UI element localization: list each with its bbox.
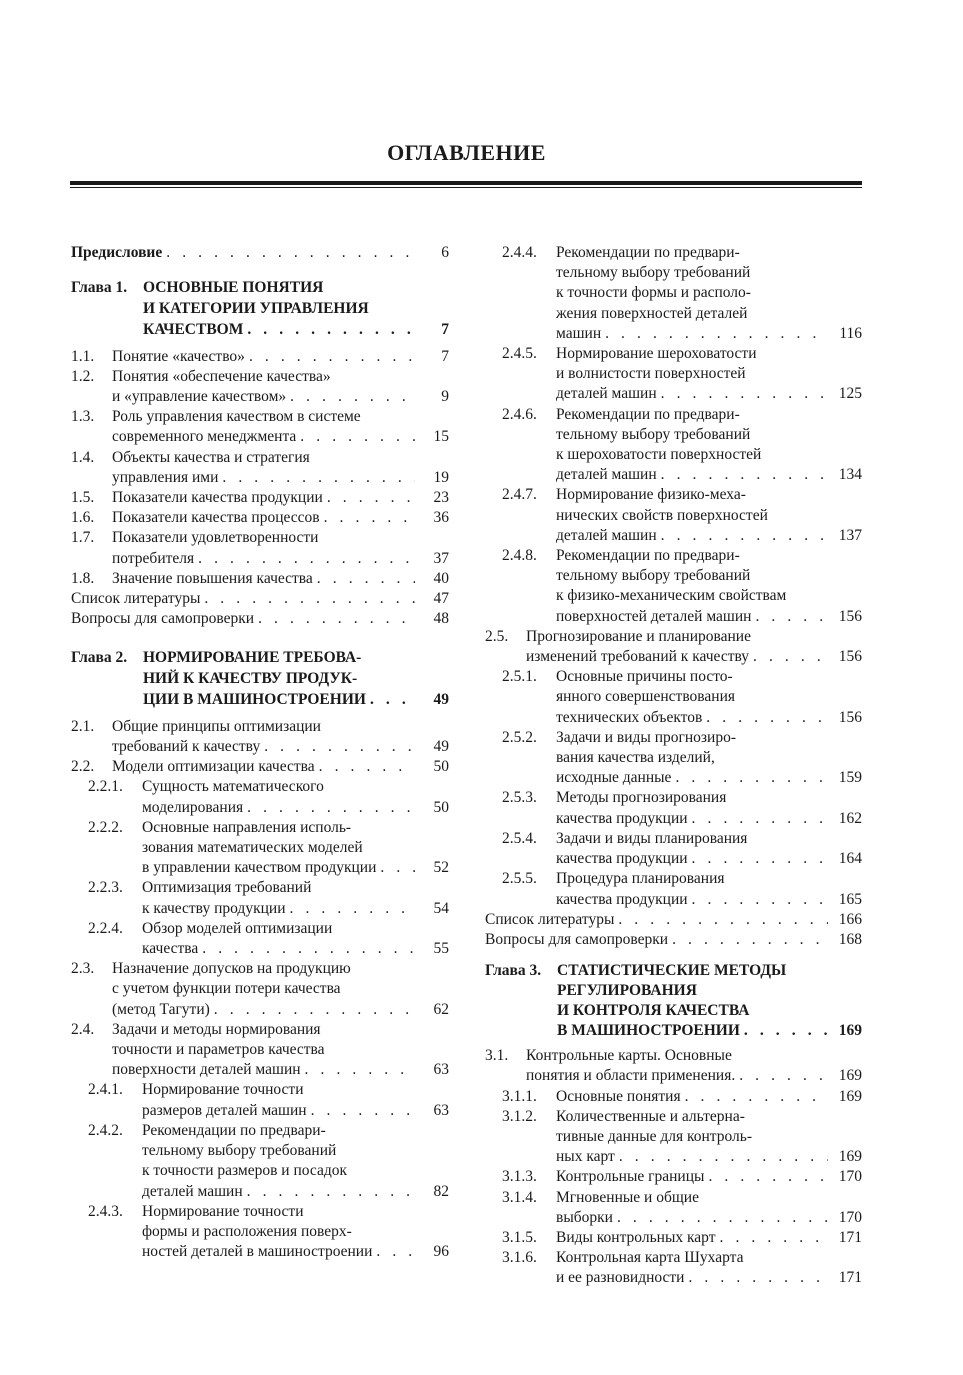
toc-entry-2-4-6[interactable]: 2.4.6. Рекомендации по предвари- тельному выбору требований к шероховатости поверхностей деталей машин . . . 134 [485,405,862,486]
toc-entry-2-4-3[interactable]: 2.4.3. Нормирование точности формы и расположения поверх- ностей деталей в машиностроении . . . 96 [71,1202,449,1263]
toc-entry-2-2-3[interactable]: 2.2.3. Оптимизация требований к качеству продукции . . . 54 [71,878,449,918]
toc-left-column [71,243,449,1262]
toc-entry-literature-1[interactable]: Список литературы . . . 47 [71,589,449,609]
toc-chapter-3[interactable]: Глава 3. СТАТИСТИЧЕСКИЕ МЕТОДЫ РЕГУЛИРОВАНИЯ И КОНТРОЛЯ КАЧЕСТВА В МАШИНОСТРОЕНИИ . . . 169 [485,961,862,1041]
toc-entry-1-7[interactable]: 1.7. Показатели удовлетворенности потребителя . . . 37 [71,528,449,568]
toc-entry-3-1[interactable]: 3.1. Контрольные карты. Основные понятия и области применения. . . . 169 [485,1046,862,1086]
toc-entry-2-4-5[interactable]: 2.4.5. Нормирование шероховатости и волнистости поверхностей деталей машин . . . 125 [485,344,862,405]
toc-entry-3-1-4[interactable]: 3.1.4. Мгновенные и общие выборки . . . 170 [485,1188,862,1228]
toc-entry-3-1-5[interactable]: 3.1.5. Виды контрольных карт . . . 171 [485,1228,862,1248]
toc-entry-2-4-1[interactable]: 2.4.1. Нормирование точности размеров деталей машин . . . 63 [71,1080,449,1120]
toc-entry-2-2-2[interactable]: 2.2.2. Основные направления исполь- зования математических моделей в управлении качеством продукции . . . 52 [71,818,449,879]
toc-entry-1-5[interactable]: 1.5. Показатели качества продукции . . . 23 [71,488,449,508]
toc-entry-3-1-3[interactable]: 3.1.3. Контрольные границы . . . 170 [485,1167,862,1187]
toc-entry-2-5-2[interactable]: 2.5.2. Задачи и виды прогнозиро- вания качества изделий, исходные данные . . . 159 [485,728,862,789]
toc-entry-2-4-7[interactable]: 2.4.7. Нормирование физико-меха- нических свойств поверхностей деталей машин . . . 137 [485,485,862,546]
toc-entry-2-2-4[interactable]: 2.2.4. Обзор моделей оптимизации качества . . . 55 [71,919,449,959]
toc-entry-preface[interactable]: Предисловие . . . 6 [71,243,449,263]
toc-entry-1-2[interactable]: 1.2. Понятия «обеспечение качества» и «управление качеством» . . . 9 [71,367,449,407]
toc-entry-1-1[interactable]: 1.1. Понятие «качество» . . . 7 [71,347,449,367]
title-rule-thin [70,187,862,188]
toc-entry-3-1-2[interactable]: 3.1.2. Количественные и альтерна- тивные данные для контроль- ных карт . . . 169 [485,1107,862,1168]
page-title: ОГЛАВЛЕНИЕ [387,140,546,165]
toc-entry-1-8[interactable]: 1.8. Значение повышения качества . . . 40 [71,569,449,589]
toc-entry-2-5[interactable]: 2.5. Прогнозирование и планирование изменений требований к качеству . . . 156 [485,627,862,667]
toc-right-column [485,243,862,1289]
title-rule-thick [70,181,862,185]
toc-entry-questions-2[interactable]: Вопросы для самопроверки . . . 168 [485,930,862,950]
toc-entry-3-1-1[interactable]: 3.1.1. Основные понятия . . . 169 [485,1087,862,1107]
toc-entry-2-2-1[interactable]: 2.2.1. Сущность математического моделирования . . . 50 [71,777,449,817]
toc-entry-3-1-6[interactable]: 3.1.6. Контрольная карта Шухарта и ее разновидности . . . 171 [485,1248,862,1288]
toc-entry-2-2[interactable]: 2.2. Модели оптимизации качества . . . 50 [71,757,449,777]
toc-entry-2-4[interactable]: 2.4. Задачи и методы нормирования точности и параметров качества поверхности деталей машин . . . 63 [71,1020,449,1081]
toc-chapter-1[interactable]: Глава 1. ОСНОВНЫЕ ПОНЯТИЯ И КАТЕГОРИИ УПРАВЛЕНИЯ КАЧЕСТВОМ . . . 7 [71,278,449,340]
toc-entry-1-6[interactable]: 1.6. Показатели качества процессов . . . 36 [71,508,449,528]
toc-entry-1-4[interactable]: 1.4. Объекты качества и стратегия управления ими . . . 19 [71,448,449,488]
toc-entry-2-4-4[interactable]: 2.4.4. Рекомендации по предвари- тельному выбору требований к точности формы и располо- жения поверхностей деталей машин . . . 116 [485,243,862,344]
toc-chapter-2[interactable]: Глава 2. НОРМИРОВАНИЕ ТРЕБОВА- НИЙ К КАЧЕСТВУ ПРОДУК- ЦИИ В МАШИНОСТРОЕНИИ . . . 49 [71,648,449,710]
toc-entry-literature-2[interactable]: Список литературы . . . 166 [485,910,862,930]
toc-entry-2-4-8[interactable]: 2.4.8. Рекомендации по предвари- тельному выбору требований к физико-механическим свойствам поверхностей деталей машин . . . 156 [485,546,862,627]
toc-entry-2-5-5[interactable]: 2.5.5. Процедура планирования качества продукции . . . 165 [485,869,862,909]
toc-entry-2-1[interactable]: 2.1. Общие принципы оптимизации требований к качеству . . . 49 [71,717,449,757]
toc-entry-2-4-2[interactable]: 2.4.2. Рекомендации по предвари- тельному выбору требований к точности размеров и посадок деталей машин . . . 82 [71,1121,449,1202]
toc-entry-1-3[interactable]: 1.3. Роль управления качеством в системе современного менеджмента . . . 15 [71,407,449,447]
toc-entry-2-5-4[interactable]: 2.5.4. Задачи и виды планирования качества продукции . . . 164 [485,829,862,869]
toc-entry-2-5-3[interactable]: 2.5.3. Методы прогнозирования качества продукции . . . 162 [485,788,862,828]
toc-entry-2-5-1[interactable]: 2.5.1. Основные причины посто- янного совершенствования технических объектов . . . 156 [485,667,862,728]
toc-entry-2-3[interactable]: 2.3. Назначение допусков на продукцию с учетом функции потери качества (метод Тагути) . . . 62 [71,959,449,1020]
toc-entry-questions-1[interactable]: Вопросы для самопроверки . . . 48 [71,609,449,629]
